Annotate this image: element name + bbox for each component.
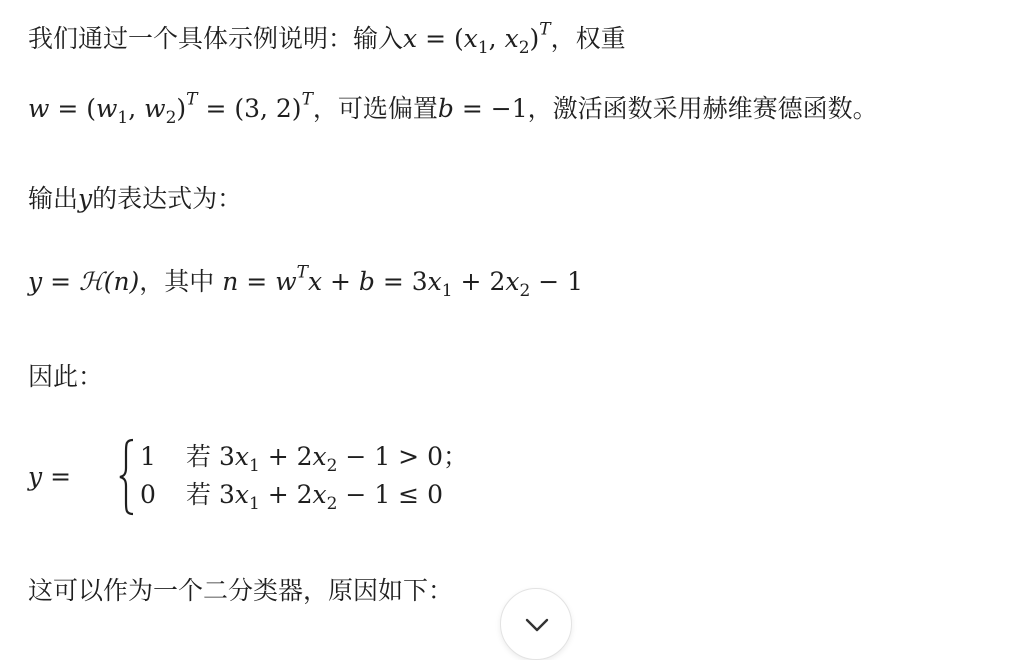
intro-tail: ，权重 [550,24,626,53]
paragraph-output-expression [28,182,242,216]
piecewise-lhs: y = [28,462,72,491]
paragraph-example-intro [28,19,626,58]
net-input-formula: $n = w^Tx + b = 3x_1 + 2x_2 - 1$ [222,262,584,301]
paragraph-binary-classifier: 这可以作为一个二分类器，原因如下： [28,576,454,605]
output-variable: y [78,184,93,213]
piecewise-formula [28,438,548,518]
formula-net-input [28,262,584,301]
bias-formula: b = −1 [437,94,528,123]
output-text-end: 的表达式为： [92,184,243,213]
weight-vector-formula: $w = (w_1$, $w_2)^T = (3$, 2)$^T$ [28,89,313,128]
output-text-start: 输出 [28,184,79,213]
paragraph-weights [28,89,878,128]
paragraph-therefore: 因此： [28,362,104,391]
where-text: ，其中 [139,267,223,296]
piecewise-row-nonpositive: 0 若 $3x_1 + 2x_2 - 1 \le 0$ [140,480,443,514]
scroll-to-bottom-button[interactable] [500,588,572,660]
left-brace-icon [118,438,136,516]
chevron-down-icon [524,617,550,633]
heaviside-formula: y = ℋ(n) [28,267,140,296]
input-vector-formula: $x = (x_1$, $x_2)^T$ [403,19,551,58]
activation-text: ，激活函数采用赫维赛德函数。 [527,94,878,123]
bias-text: ，可选偏置 [312,94,438,123]
intro-text: 我们通过一个具体示例说明：输入 [28,24,404,53]
message-content [28,0,1008,632]
piecewise-row-positive: 1 若 $3x_1 + 2x_2 - 1 > 0$； [140,442,468,476]
